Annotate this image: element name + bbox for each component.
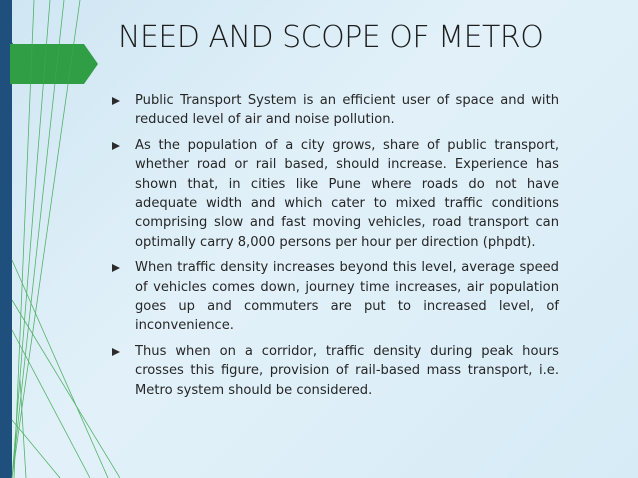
bullet-text: When traffic density increases beyond this level, average speed of vehicles comes down, journey time increases, air population goes up and commuters are put to increased level, of inconvenience.	[135, 260, 559, 334]
bullet-item	[112, 342, 559, 400]
bullet-item	[112, 136, 559, 252]
bullet-arrow-icon	[112, 264, 120, 272]
slide-title: NEED AND SCOPE OF METRO	[118, 20, 544, 55]
bullet-text: Public Transport System is an efficient user of space and with reduced level of air and noise pollution.	[135, 93, 559, 128]
bullet-text: Thus when on a corridor, traffic density during peak hours crosses this figure, provision of rail-based mass transport, i.e. Metro system should be considered.	[135, 343, 559, 398]
bullet-text: As the population of a city grows, share of public transport, whether road or rail based, should increase. Experience has shown that, in cities like Pune where roads do not have adequate width and which cater to mixed traffic conditions comprising slow and fast moving vehicles, road transport can optimally carry 8,000 persons per hour per direction (phpdt).	[135, 137, 559, 250]
bullet-item	[112, 258, 559, 336]
bullet-arrow-icon	[112, 142, 120, 150]
bullet-arrow-icon	[112, 348, 120, 356]
bullet-list	[112, 91, 559, 406]
decorative-lines-graphic	[0, 0, 120, 478]
bullet-arrow-icon	[112, 97, 120, 105]
bullet-item	[112, 91, 559, 130]
